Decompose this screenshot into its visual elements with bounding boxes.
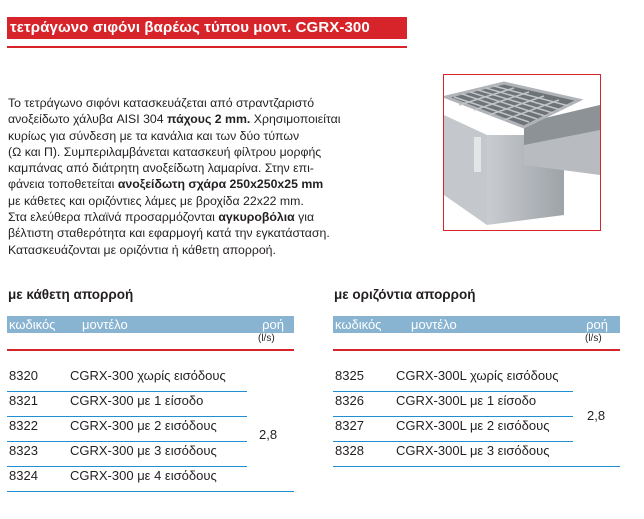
product-model: CGRX-300 με 3 εισόδους xyxy=(70,443,217,458)
product-code: 8325 xyxy=(335,368,364,383)
body-text: Στα ελεύθερα πλαϊνά προσαρμόζονται xyxy=(8,210,219,225)
body-text: για xyxy=(294,210,315,225)
emphasis-text: αγκυροβόλια xyxy=(218,210,295,225)
product-code: 8324 xyxy=(9,468,38,483)
col-code-header: κωδικός xyxy=(335,317,382,332)
body-text: Χρησιμοποιείται xyxy=(250,112,341,127)
table-row xyxy=(7,417,247,442)
body-text: καμπάνας από διάτρητη ανοξείδωτη λαμαρίνα. Στην επι- xyxy=(8,161,314,176)
product-code: 8327 xyxy=(335,418,364,433)
table-row xyxy=(7,392,247,417)
product-photo xyxy=(443,74,601,231)
product-code: 8328 xyxy=(335,443,364,458)
body-text: (Ω και Π). Συμπεριλαμβάνεται κατασκευή φίλτρου μορφής xyxy=(8,144,322,159)
col-flow-header: ροή xyxy=(586,317,608,332)
description-line xyxy=(8,209,428,225)
vertical-table-header xyxy=(7,316,294,333)
table-row xyxy=(7,442,247,467)
horizontal-table-header xyxy=(333,316,620,333)
horizontal-drain-section-title: με οριζόντια απορροή xyxy=(334,287,476,302)
vertical-drain-section-title: με κάθετη απορροή xyxy=(8,287,134,302)
description-line xyxy=(8,193,428,209)
col-code-header: κωδικός xyxy=(9,317,56,332)
row-divider xyxy=(7,491,294,493)
col-model-header: μοντέλο xyxy=(411,317,457,332)
table-row xyxy=(333,392,573,417)
flow-value: 2,8 xyxy=(587,408,606,423)
product-model: CGRX-300 με 1 είσοδο xyxy=(70,393,204,408)
page-title: τετράγωνο σιφόνι βαρέως τύπου μοντ. CGRX-300 xyxy=(7,17,407,39)
title-divider xyxy=(7,46,407,48)
table-row xyxy=(7,467,294,492)
product-model: CGRX-300 με 4 εισόδους xyxy=(70,468,217,483)
col-flow-header: ροή xyxy=(262,317,284,332)
description-line xyxy=(8,225,428,241)
product-description xyxy=(8,95,428,258)
body-text: φάνεια τοποθετείται xyxy=(8,177,118,192)
body-text: κυρίως για σύνδεση με τα κανάλια και των δύο τύπων xyxy=(8,128,300,143)
table-row xyxy=(333,417,573,442)
product-model: CGRX-300 χωρίς εισόδους xyxy=(70,368,226,383)
product-code: 8323 xyxy=(9,443,38,458)
product-model: CGRX-300 με 2 εισόδους xyxy=(70,418,217,433)
table-row xyxy=(333,442,620,467)
body-text: Το τετράγωνο σιφόνι κατασκευάζεται από στραντζαριστό xyxy=(8,96,315,110)
description-line xyxy=(8,144,428,160)
flow-unit: (l/s) xyxy=(258,333,275,344)
table-row xyxy=(333,367,573,392)
body-text: βέλτιστη σταθερότητα και εφαρμογή κατά την εγκατάσταση. xyxy=(8,226,330,241)
description-line xyxy=(8,111,428,127)
product-code: 8321 xyxy=(9,393,38,408)
product-model: CGRX-300L με 2 εισόδους xyxy=(396,418,550,433)
emphasis-text: ανοξείδωτη σχάρα 250x250x25 mm xyxy=(117,177,324,192)
row-divider xyxy=(333,466,620,468)
product-code: 8320 xyxy=(9,368,38,383)
description-line xyxy=(8,128,428,144)
product-model: CGRX-300L χωρίς εισόδους xyxy=(396,368,559,383)
flow-unit: (l/s) xyxy=(585,333,602,344)
table-row xyxy=(7,367,247,392)
product-code: 8322 xyxy=(9,418,38,433)
emphasis-text: πάχους 2 mm. xyxy=(167,112,251,127)
description-line xyxy=(8,95,428,111)
table-divider xyxy=(333,349,620,351)
body-text: με κάθετες και οριζόντιες λάμες με βροχίδα 22x22 mm. xyxy=(8,193,304,208)
description-line xyxy=(8,176,428,192)
col-model-header: μοντέλο xyxy=(82,317,128,332)
description-line xyxy=(8,242,428,258)
product-model: CGRX-300L με 1 είσοδο xyxy=(396,393,537,408)
description-line xyxy=(8,160,428,176)
body-text: Κατασκευάζονται με οριζόντια ή κάθετη απορροή. xyxy=(8,242,276,257)
flow-value: 2,8 xyxy=(259,427,278,442)
table-divider xyxy=(7,349,294,351)
product-code: 8326 xyxy=(335,393,364,408)
product-model: CGRX-300L με 3 εισόδους xyxy=(396,443,550,458)
drain-illustration-icon xyxy=(444,75,600,230)
body-text: ανοξείδωτο χάλυβα AISI 304 xyxy=(8,112,168,127)
